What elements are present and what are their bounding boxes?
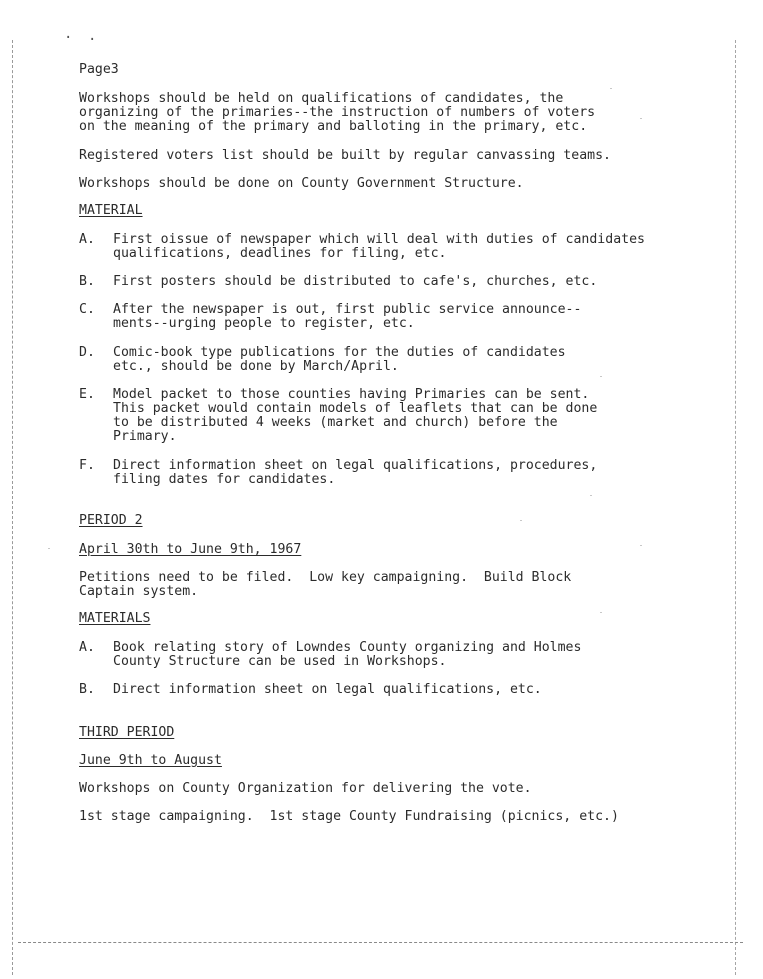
item-label: D.	[79, 345, 95, 360]
item-line: First posters should be distributed to cafe's, churches, etc.	[113, 274, 598, 289]
item-label: F.	[79, 458, 95, 473]
text-line: Workshops should be done on County Government Structure.	[79, 176, 524, 191]
page-left-edge	[12, 40, 14, 975]
item-line: Direct information sheet on legal qualifications, procedures,	[113, 458, 598, 473]
item-line: filing dates for candidates.	[113, 472, 336, 487]
scan-speck	[600, 612, 602, 613]
scan-speck	[640, 118, 642, 119]
item-label: C.	[79, 302, 95, 317]
page-bottom-edge	[18, 942, 743, 944]
item-line: After the newspaper is out, first public service announce--	[113, 302, 582, 317]
third-period-dates: June 9th to August	[79, 753, 222, 768]
page-number: Page3	[79, 62, 119, 77]
item-line: Direct information sheet on legal qualifications, etc.	[113, 682, 542, 697]
text-line: 1st stage campaigning. 1st stage County Fundraising (picnics, etc.)	[79, 809, 619, 824]
item-line: etc., should be done by March/April.	[113, 359, 399, 374]
scan-mark: ·	[64, 30, 73, 46]
period2-dates: April 30th to June 9th, 1967	[79, 542, 302, 557]
text-line: Workshops on County Organization for delivering the vote.	[79, 781, 532, 796]
item-line: Primary.	[113, 429, 177, 444]
item-label: A.	[79, 232, 95, 247]
materials-heading: MATERIALS	[79, 611, 151, 626]
item-label: B.	[79, 274, 95, 289]
page-right-edge	[735, 40, 737, 975]
text-line: Registered voters list should be built by regular canvassing teams.	[79, 148, 611, 163]
period2-heading: PERIOD 2	[79, 513, 143, 528]
scan-speck	[610, 88, 612, 89]
scan-speck	[640, 545, 642, 546]
text-line: Workshops should be held on qualifications of candidates, the	[79, 91, 564, 106]
text-line: Captain system.	[79, 584, 199, 599]
item-line: County Structure can be used in Workshops.	[113, 654, 447, 669]
item-line: ments--urging people to register, etc.	[113, 316, 415, 331]
text-line: on the meaning of the primary and balloting in the primary, etc.	[79, 119, 588, 134]
item-line: to be distributed 4 weeks (market and church) before the	[113, 415, 558, 430]
scan-speck	[48, 548, 50, 549]
item-label: B.	[79, 682, 95, 697]
scan-mark: ·	[88, 32, 97, 48]
text-line: organizing of the primaries--the instruction of numbers of voters	[79, 105, 596, 120]
item-line: qualifications, deadlines for filing, etc.	[113, 246, 447, 261]
scan-speck	[600, 376, 602, 377]
material-heading: MATERIAL	[79, 203, 143, 218]
item-line: First oissue of newspaper which will deal with duties of candidates	[113, 232, 645, 247]
item-line: This packet would contain models of leaflets that can be done	[113, 401, 598, 416]
item-line: Comic-book type publications for the duties of candidates	[113, 345, 566, 360]
scan-speck	[520, 520, 522, 521]
item-label: A.	[79, 640, 95, 655]
item-line: Model packet to those counties having Primaries can be sent.	[113, 387, 590, 402]
item-line: Book relating story of Lowndes County organizing and Holmes	[113, 640, 582, 655]
item-label: E.	[79, 387, 95, 402]
scan-speck	[590, 495, 592, 496]
text-line: Petitions need to be filed. Low key campaigning. Build Block	[79, 570, 572, 585]
third-period-heading: THIRD PERIOD	[79, 725, 175, 740]
